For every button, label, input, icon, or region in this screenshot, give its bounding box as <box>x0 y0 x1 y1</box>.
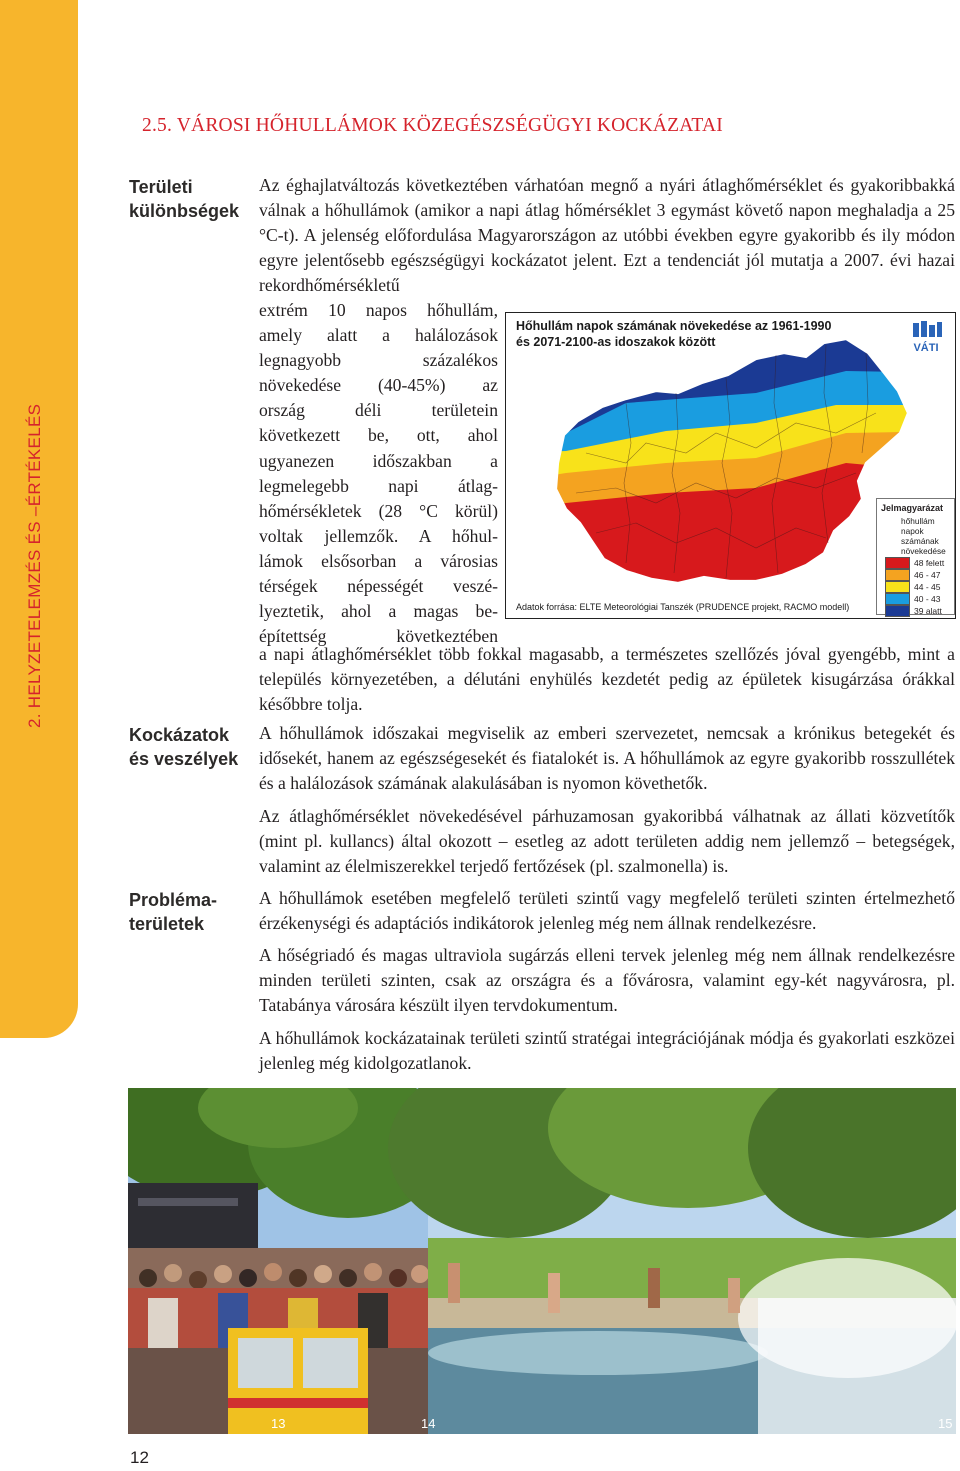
wrap-tail-paragraph: a napi átlaghőmérséklet több fokkal magasabb, a természetes szellőzés jóval gyengébb, mint a település környezetében, a délutáni enyhülés kezdetét pedig az épületek kisugárzása órákkal későbbre tolja. <box>259 644 955 715</box>
wrap-line: építettség következtében <box>259 626 498 647</box>
legend-item <box>885 593 954 604</box>
photo-number-15: 15 <box>938 1416 953 1431</box>
legend-label: 39 alatt <box>914 605 942 616</box>
wrap-line: lyeztetik, ahol a magas be- <box>259 601 498 622</box>
legend-swatch <box>885 581 910 593</box>
risks-paragraph-2: Az átlaghőmérséklet növekedésével párhuzamosan gyakoribbá válhatnak az állati közvetítők (mint pl. kullancs) által okozott – esetleg az adott területen addig nem jellemző – betegségek, valamint az élelmiszerekkel terjedő fertőzések (pl. szalmonella) is. <box>259 806 955 877</box>
photo-number-13: 13 <box>271 1416 286 1431</box>
wrap-line: ugyanezen időszakban a <box>259 450 498 471</box>
label-line: Területi <box>129 177 193 197</box>
page-number: 12 <box>130 1448 149 1467</box>
legend-swatch <box>885 569 910 581</box>
map-title-line: és 2071-2100-as idoszakok között <box>516 335 716 349</box>
legend-swatch <box>885 557 910 569</box>
label-line: különbségek <box>129 201 240 221</box>
legend-label: 48 felett <box>914 557 945 568</box>
legend-item <box>885 569 954 580</box>
wrap-line: extrém 10 napos hőhullám, <box>259 300 498 320</box>
wrap-line: amely alatt a halálozások <box>259 325 498 346</box>
wrap-column <box>259 298 498 649</box>
problems-paragraph-2: A hőségriadó és magas ultraviola sugárzás elleni tervek jelenleg még nem állnak rendelkezésre minden területi szinten, csak az országra és a fővárosra, valamint egy-két nagyvárosra, pl. Tatabánya városára készült ilyen tervdokumentum. <box>259 945 955 1016</box>
legend-label: 44 - 45 <box>914 581 941 592</box>
legend-label: 40 - 43 <box>914 593 941 604</box>
legend-label: 46 - 47 <box>914 569 941 580</box>
label-line: Kockázatok <box>129 725 230 745</box>
photo-park-fountain <box>388 1088 956 1434</box>
photo-number-14: 14 <box>421 1416 436 1431</box>
risks-paragraph-1: A hőhullámok időszakai megviselik az emberi szervezetet, nemcsak a krónikus betegekét és idősekét, hanem az egészségesekét és fiatalokét is. A hőhullámok az egyre gyakoribb rosszullétek és a halálozások számának alakulásában is nyomon követhetők. <box>259 723 955 794</box>
wrap-line: voltak jellemzők. A hőhul- <box>259 525 498 546</box>
wrap-line: ország déli területein <box>259 400 498 421</box>
map-title-line: Hőhullám napok számának növekedése az 1961-1990 <box>516 319 832 333</box>
photo-strip <box>128 1088 956 1434</box>
wrap-line: lámok elsősorban a városias <box>259 550 498 571</box>
legend-swatch <box>885 605 910 617</box>
vati-logo-text: VÁTI <box>913 342 939 354</box>
legend-subtitle-line: növekedése <box>901 546 946 556</box>
label-teruleti-kulonbsegek <box>129 175 239 223</box>
section-title: 2.5. VÁROSI HŐHULLÁMOK KÖZEGÉSZSÉGÜGYI KOCKÁZATAI <box>142 115 723 136</box>
label-kockazatok <box>129 723 238 771</box>
problems-paragraph-3: A hőhullámok kockázatainak területi szintű stratégai integrációjának módja és gyakorlati eszközei jelenleg még kidolgozatlanok. <box>259 1028 955 1074</box>
wrap-line: hőmérsékletek (28 °C körül) <box>259 500 498 521</box>
wrap-line: térségek népességét veszé- <box>259 576 498 597</box>
label-problemateruletek <box>129 888 217 936</box>
wrap-line: legmelegebb napi átlag- <box>259 475 498 496</box>
legend-item <box>885 605 954 616</box>
label-line: Probléma- <box>129 890 218 910</box>
intro-paragraph: Az éghajlatváltozás következtében várhatóan megnő a nyári átlaghőmérséklet és gyakoribbakká válnak a hőhullámok (amikor a napi átlag hőmérséklet 3 egymást követő napon meghaladja a 25 °C-t). A jelenség előfordulása Magyarországon az utóbbi években egyre gyakoribb és ily módon egyre jelentősebb egészségügyi kockázatot jelent. Ezt a tendenciát jól mutatja a 2007. évi hazai rekordhőmérsékletű <box>259 175 955 296</box>
chapter-side-tab-label: 2. HELYZETELEMZÉS ÉS –ÉRTÉKELÉS <box>25 403 44 728</box>
heatwave-map-figure <box>505 312 956 619</box>
map-legend <box>876 498 955 615</box>
wrap-line: növekedése (40-45%) az <box>259 375 498 396</box>
legend-subtitle-line: hőhullám <box>901 516 935 526</box>
legend-title: Jelmagyarázat <box>881 503 944 513</box>
legend-item <box>885 557 954 568</box>
problems-paragraph-1: A hőhullámok esetében megfelelő területi szintű vagy megfelelő területi szinten értelmezhető érzékenységi és adaptációs indikátorok jelenleg még nem állnak rendelkezésre. <box>259 888 955 934</box>
legend-subtitle <box>901 516 954 556</box>
legend-item <box>885 581 954 592</box>
map-source: Adatok forrása: ELTE Meteorológiai Tanszék (PRUDENCE projekt, RACMO modell) <box>516 602 850 612</box>
label-line: területek <box>129 914 205 934</box>
legend-subtitle-line: napok számának <box>901 526 939 546</box>
wrap-line: legnagyobb százalékos <box>259 350 498 371</box>
label-line: és veszélyek <box>129 749 239 769</box>
legend-swatch <box>885 593 910 605</box>
wrap-line: következett be, ott, ahol <box>259 425 498 446</box>
